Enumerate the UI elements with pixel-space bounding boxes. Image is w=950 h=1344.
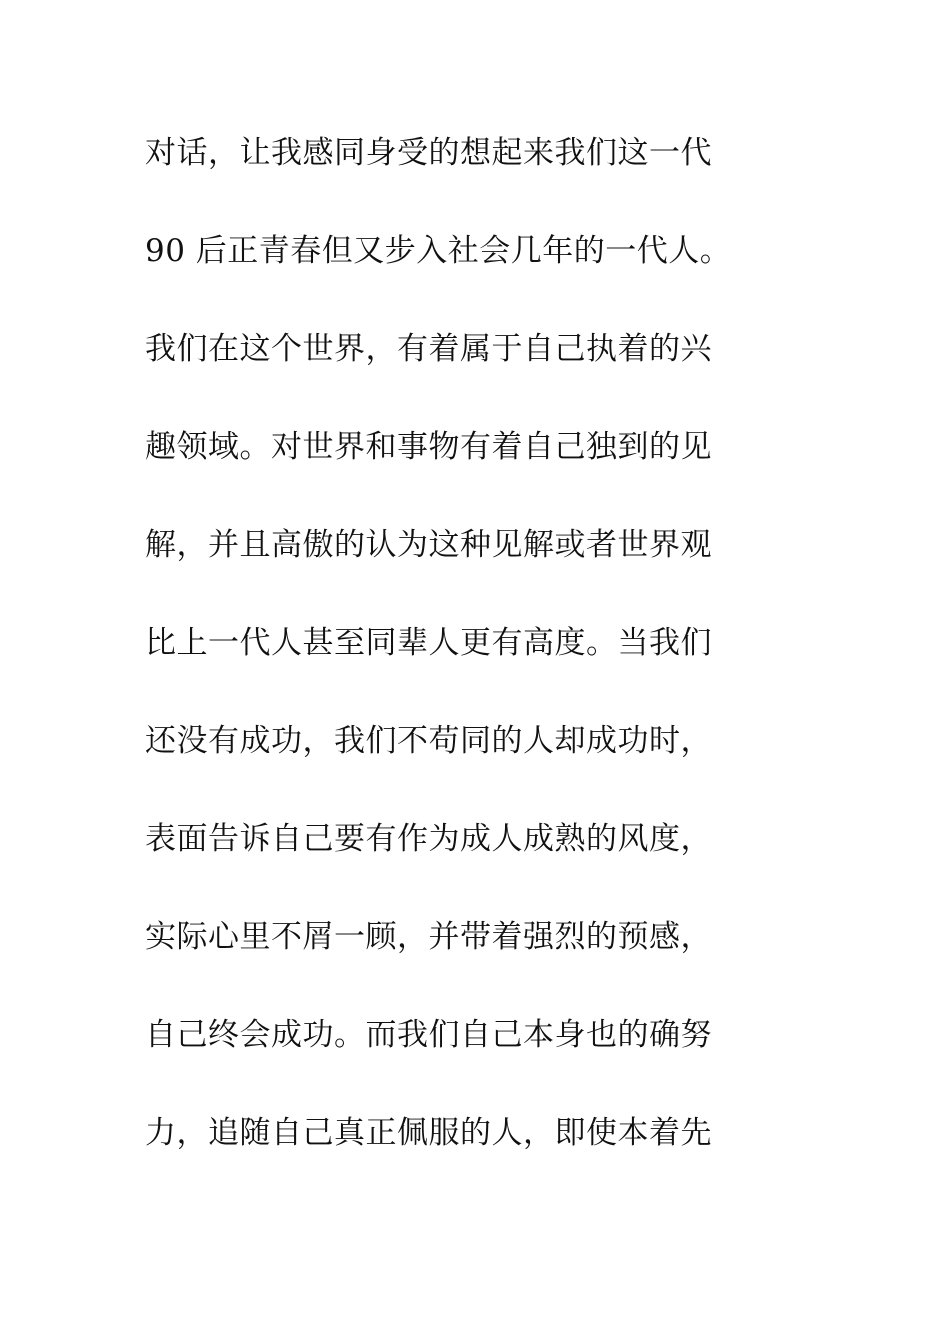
- text-line-8: 表面告诉自己要有作为成人成熟的风度，: [145, 821, 712, 857]
- text-line-7: 还没有成功，我们不苟同的人却成功时，: [145, 723, 712, 759]
- text-line-10: 自己终会成功。而我们自己本身也的确努: [145, 1017, 712, 1053]
- text-line-11: 力，追随自己真正佩服的人，即使本着先: [145, 1115, 712, 1151]
- text-line-6: 比上一代人甚至同辈人更有高度。当我们: [145, 625, 712, 661]
- text-line-9: 实际心里不屑一顾，并带着强烈的预感，: [145, 919, 712, 955]
- text-line-5: 解，并且高傲的认为这种见解或者世界观: [145, 527, 712, 563]
- text-line-3: 我们在这个世界，有着属于自己执着的兴: [145, 331, 712, 367]
- text-line-4: 趣领域。对世界和事物有着自己独到的见: [145, 429, 712, 465]
- text-line-1: 对话，让我感同身受的想起来我们这一代: [145, 135, 712, 171]
- body-text: [145, 128, 785, 1206]
- text-line-2: 90 后正青春但又步入社会几年的一代人。: [145, 233, 732, 269]
